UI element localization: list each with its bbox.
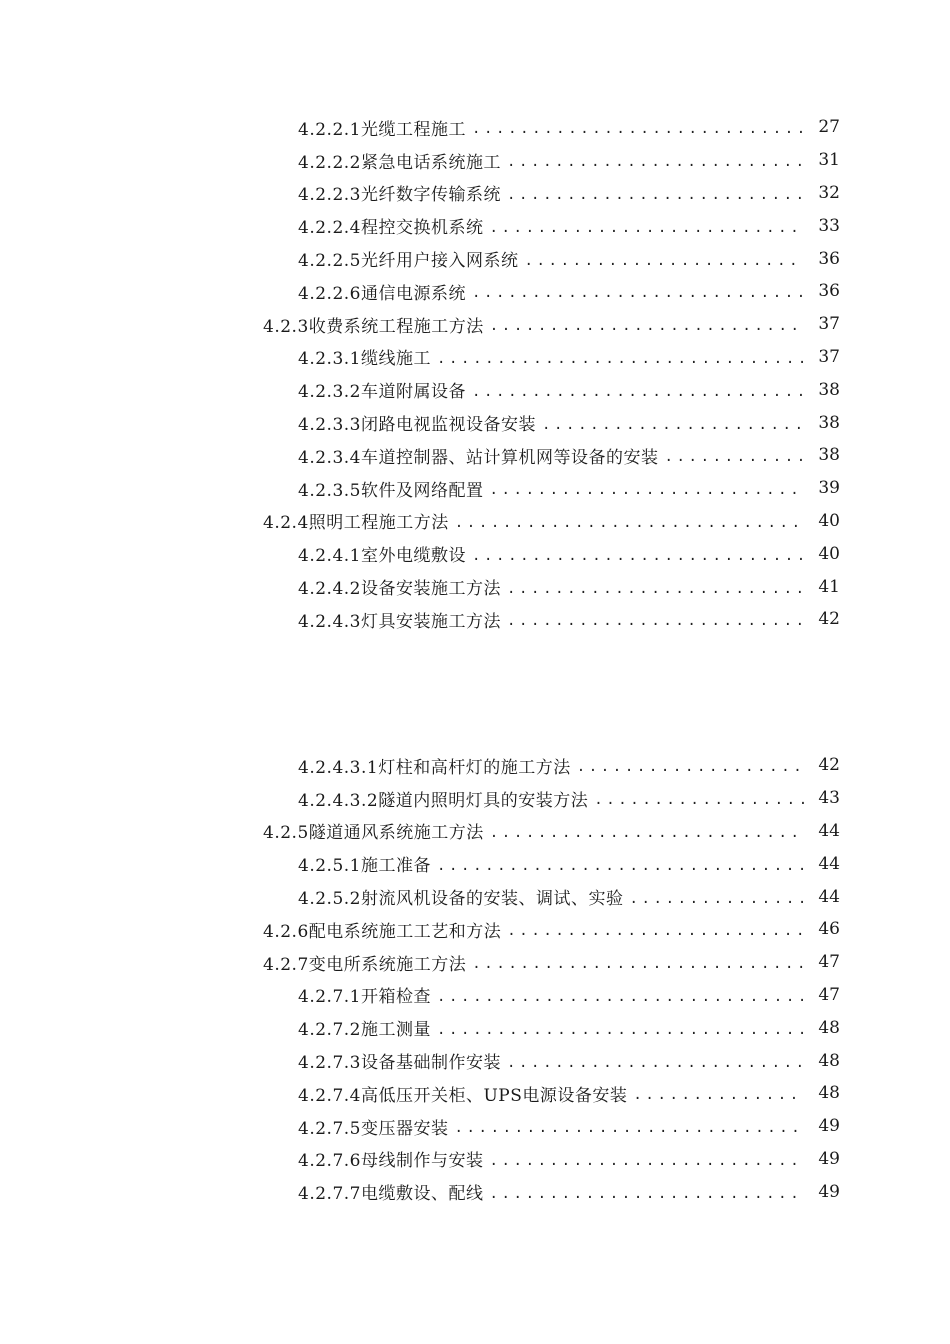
toc-entry-page: 41 [818, 576, 840, 597]
toc-entry-page: 40 [818, 510, 840, 531]
toc-entry-page: 48 [818, 1017, 840, 1038]
toc-entry[interactable] [0, 815, 950, 848]
toc-leader-dots [437, 858, 804, 874]
toc-entry-label: 4.2.7.4高低压开关柜、UPS电源设备安装 [298, 1085, 628, 1106]
toc-entry[interactable] [0, 782, 950, 815]
toc-entry[interactable] [0, 308, 950, 341]
toc-entry-label: 4.2.2.2紧急电话系统施工 [298, 152, 501, 173]
toc-entry[interactable] [0, 979, 950, 1012]
toc-entry-page: 33 [818, 215, 840, 236]
toc-entry-label: 4.2.2.1光缆工程施工 [298, 119, 466, 140]
toc-leader-dots [489, 220, 804, 236]
toc-entry-label: 4.2.3.5软件及网络配置 [298, 480, 484, 501]
toc-entry-label: 4.2.7.3设备基础制作安装 [298, 1053, 501, 1074]
toc-entry-label: 4.2.7变电所系统施工方法 [263, 954, 467, 975]
toc-entry-label: 4.2.5隧道通风系统施工方法 [263, 823, 484, 844]
toc-entry-page: 38 [818, 412, 840, 433]
toc-leader-dots [472, 121, 804, 137]
toc-entry-page: 37 [818, 314, 840, 335]
toc-entry-page: 46 [818, 919, 840, 940]
toc-leader-dots [472, 384, 804, 400]
toc-entry[interactable] [0, 1077, 950, 1110]
toc-entry-label: 4.2.3收费系统工程施工方法 [263, 316, 484, 337]
toc-entry[interactable] [0, 946, 950, 979]
toc-entry-label: 4.2.4照明工程施工方法 [263, 513, 449, 534]
toc-entry-label: 4.2.4.1室外电缆敷设 [298, 546, 466, 567]
toc-entry-label: 4.2.4.3.1灯柱和高杆灯的施工方法 [298, 757, 571, 778]
toc-entry[interactable] [0, 209, 950, 242]
toc-entry[interactable] [0, 1175, 950, 1208]
toc-entry-page: 47 [818, 984, 840, 1005]
toc-entry-label: 4.2.2.4程控交换机系统 [298, 218, 484, 239]
toc-entry-page: 37 [818, 346, 840, 367]
toc-entry-label: 4.2.3.3闭路电视监视设备安装 [298, 415, 536, 436]
toc-leader-dots [629, 891, 804, 907]
toc-leader-dots [507, 1055, 804, 1071]
toc-leader-dots [507, 923, 804, 939]
toc-entry[interactable] [0, 275, 950, 308]
toc-leader-dots [489, 482, 804, 498]
toc-leader-dots [472, 548, 804, 564]
toc-entry[interactable] [0, 570, 950, 603]
toc-leader-dots [437, 351, 804, 367]
toc-entry-page: 44 [818, 853, 840, 874]
toc-entry-page: 31 [818, 150, 840, 171]
toc-entry-page: 48 [818, 1050, 840, 1071]
toc-entry[interactable] [0, 749, 950, 782]
toc-entry-label: 4.2.4.2设备安装施工方法 [298, 579, 501, 600]
toc-entry[interactable] [0, 1110, 950, 1143]
toc-entry[interactable] [0, 406, 950, 439]
toc-entry[interactable] [0, 880, 950, 913]
toc-leader-dots [489, 1153, 804, 1169]
toc-entry[interactable] [0, 537, 950, 570]
toc-block-2 [0, 749, 950, 1208]
toc-entry-page: 49 [818, 1181, 840, 1202]
toc-leader-dots [507, 154, 804, 170]
toc-entry-label: 4.2.7.1开箱检查 [298, 987, 431, 1008]
toc-entry-label: 4.2.2.6通信电源系统 [298, 283, 466, 304]
toc-entry-label: 4.2.7.2施工测量 [298, 1020, 431, 1041]
toc-leader-dots [490, 318, 804, 334]
toc-leader-dots [454, 1120, 804, 1136]
toc-entry[interactable] [0, 373, 950, 406]
toc-entry[interactable] [0, 505, 950, 538]
toc-leader-dots [594, 792, 804, 808]
toc-entry-page: 44 [818, 820, 840, 841]
toc-entry-page: 32 [818, 182, 840, 203]
toc-leader-dots [490, 825, 804, 841]
toc-entry-page: 49 [818, 1116, 840, 1137]
toc-entry-label: 4.2.5.1施工准备 [298, 856, 431, 877]
toc-entry[interactable] [0, 144, 950, 177]
toc-entry-page: 36 [818, 281, 840, 302]
toc-entry-label: 4.2.7.6母线制作与安装 [298, 1151, 484, 1172]
toc-block-1 [0, 111, 950, 636]
toc-entry[interactable] [0, 341, 950, 374]
toc-entry[interactable] [0, 111, 950, 144]
toc-entry-page: 49 [818, 1148, 840, 1169]
toc-leader-dots [633, 1087, 804, 1103]
toc-leader-dots [472, 285, 804, 301]
toc-entry-page: 48 [818, 1083, 840, 1104]
toc-entry-page: 27 [818, 117, 840, 138]
toc-entry-label: 4.2.7.5变压器安装 [298, 1118, 449, 1139]
toc-entry-page: 47 [818, 952, 840, 973]
toc-entry[interactable] [0, 847, 950, 880]
toc-leader-dots [507, 187, 804, 203]
toc-entry[interactable] [0, 913, 950, 946]
toc-leader-dots [507, 581, 804, 597]
toc-leader-dots [664, 449, 804, 465]
toc-leader-dots [437, 989, 804, 1005]
toc-entry[interactable] [0, 1044, 950, 1077]
toc-entry-page: 38 [818, 445, 840, 466]
toc-entry-label: 4.2.6配电系统施工工艺和方法 [263, 921, 502, 942]
toc-entry-page: 43 [818, 788, 840, 809]
toc-leader-dots [577, 759, 804, 775]
toc-entry[interactable] [0, 439, 950, 472]
toc-entry[interactable] [0, 603, 950, 636]
toc-entry-page: 36 [818, 248, 840, 269]
toc-entry-label: 4.2.3.4车道控制器、站计算机网等设备的安装 [298, 447, 659, 468]
toc-entry-label: 4.2.4.3.2隧道内照明灯具的安装方法 [298, 790, 589, 811]
toc-entry-label: 4.2.2.5光纤用户接入网系统 [298, 251, 519, 272]
toc-leader-dots [472, 956, 804, 972]
toc-entry-label: 4.2.3.2车道附属设备 [298, 382, 466, 403]
toc-entry[interactable] [0, 242, 950, 275]
toc-entry-page: 42 [818, 755, 840, 776]
toc-leader-dots [542, 417, 804, 433]
toc-leader-dots [524, 253, 804, 269]
toc-entry[interactable] [0, 1011, 950, 1044]
toc-leader-dots [437, 1022, 804, 1038]
toc-entry-label: 4.2.5.2射流风机设备的安装、调试、实验 [298, 889, 624, 910]
toc-leader-dots [489, 1186, 804, 1202]
toc-entry-label: 4.2.3.1缆线施工 [298, 349, 431, 370]
toc-entry-page: 44 [818, 886, 840, 907]
toc-entry[interactable] [0, 177, 950, 210]
toc-entry[interactable] [0, 1143, 950, 1176]
toc-leader-dots [455, 515, 804, 531]
toc-entry-label: 4.2.2.3光纤数字传输系统 [298, 185, 501, 206]
toc-entry-label: 4.2.7.7电缆敷设、配线 [298, 1184, 484, 1205]
toc-entry[interactable] [0, 472, 950, 505]
toc-entry-label: 4.2.4.3灯具安装施工方法 [298, 611, 501, 632]
toc-entry-page: 40 [818, 543, 840, 564]
toc-entry-page: 38 [818, 379, 840, 400]
toc-entry-page: 39 [818, 478, 840, 499]
toc-leader-dots [507, 613, 804, 629]
toc-entry-page: 42 [818, 609, 840, 630]
